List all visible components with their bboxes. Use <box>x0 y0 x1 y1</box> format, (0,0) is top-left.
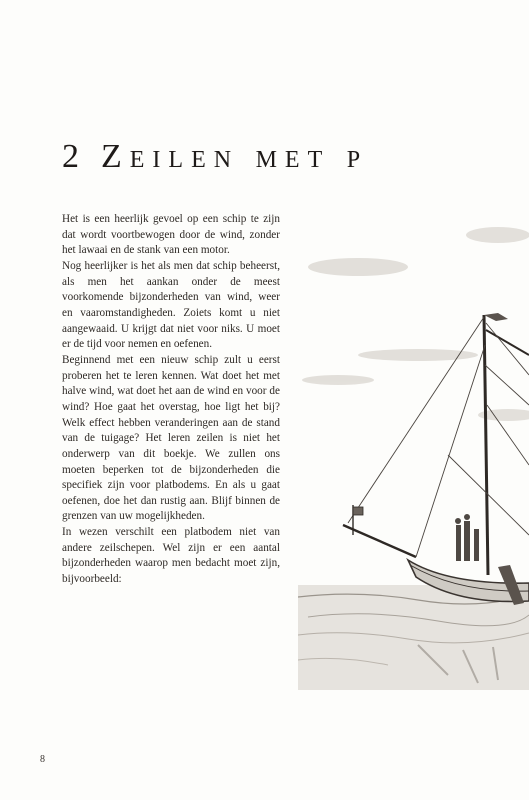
paragraph: Beginnend met een nieuw schip zult u eerst proberen het te leren kennen. Wat doet het met halve wind, wat doet het aan de wind en voor de wind? Hoe gaat het overstag, hoe ligt het bij? Welk effect hebben veranderingen aan de stand van de tuigage? Het leren zeilen is niet het onderwerp van dit boekje. We zullen ons moeten beperken tot de bijzonderheden die specifiek zijn voor platbodems. En als u gaat oefenen, doe het dan rustig aan. Blijf binnen de grenzen van uw mogelijkheden. <box>62 353 280 523</box>
paragraph: Het is een heerlijk gevoel op een schip te zijn dat wordt voortbewogen door de wind, zonder het lawaai en de stank van een motor. <box>62 213 280 257</box>
deck-figures <box>455 514 479 561</box>
paragraph: Nog heerlijker is het als men dat schip beheerst, als men het aankan onder de meest voorkomende bijzonderheden van wind, weer en vaaromstandigheden. Zoiets komt u niet aangewaaid. U krijgt dat niet voor niks. U moet er de tijd voor nemen en oefenen. <box>62 259 280 351</box>
gaff <box>486 330 529 355</box>
pennant <box>484 313 508 321</box>
chapter-title-text: Zeilen met p <box>101 138 369 175</box>
sky-wash <box>302 227 529 421</box>
page-number: 8 <box>40 754 45 765</box>
paragraph: In wezen verschilt een platbodem niet van andere zeilschepen. Wel zijn er een aantal bijzonderheden waarop men bedacht moet zijn, bijvoorbeeld: <box>62 526 280 586</box>
chapter-title <box>62 138 529 176</box>
body-text <box>62 212 280 588</box>
bowsprit <box>343 525 416 557</box>
sailing-ship-illustration <box>298 205 529 690</box>
chapter-number: 2 <box>62 138 87 175</box>
mast <box>484 315 488 575</box>
